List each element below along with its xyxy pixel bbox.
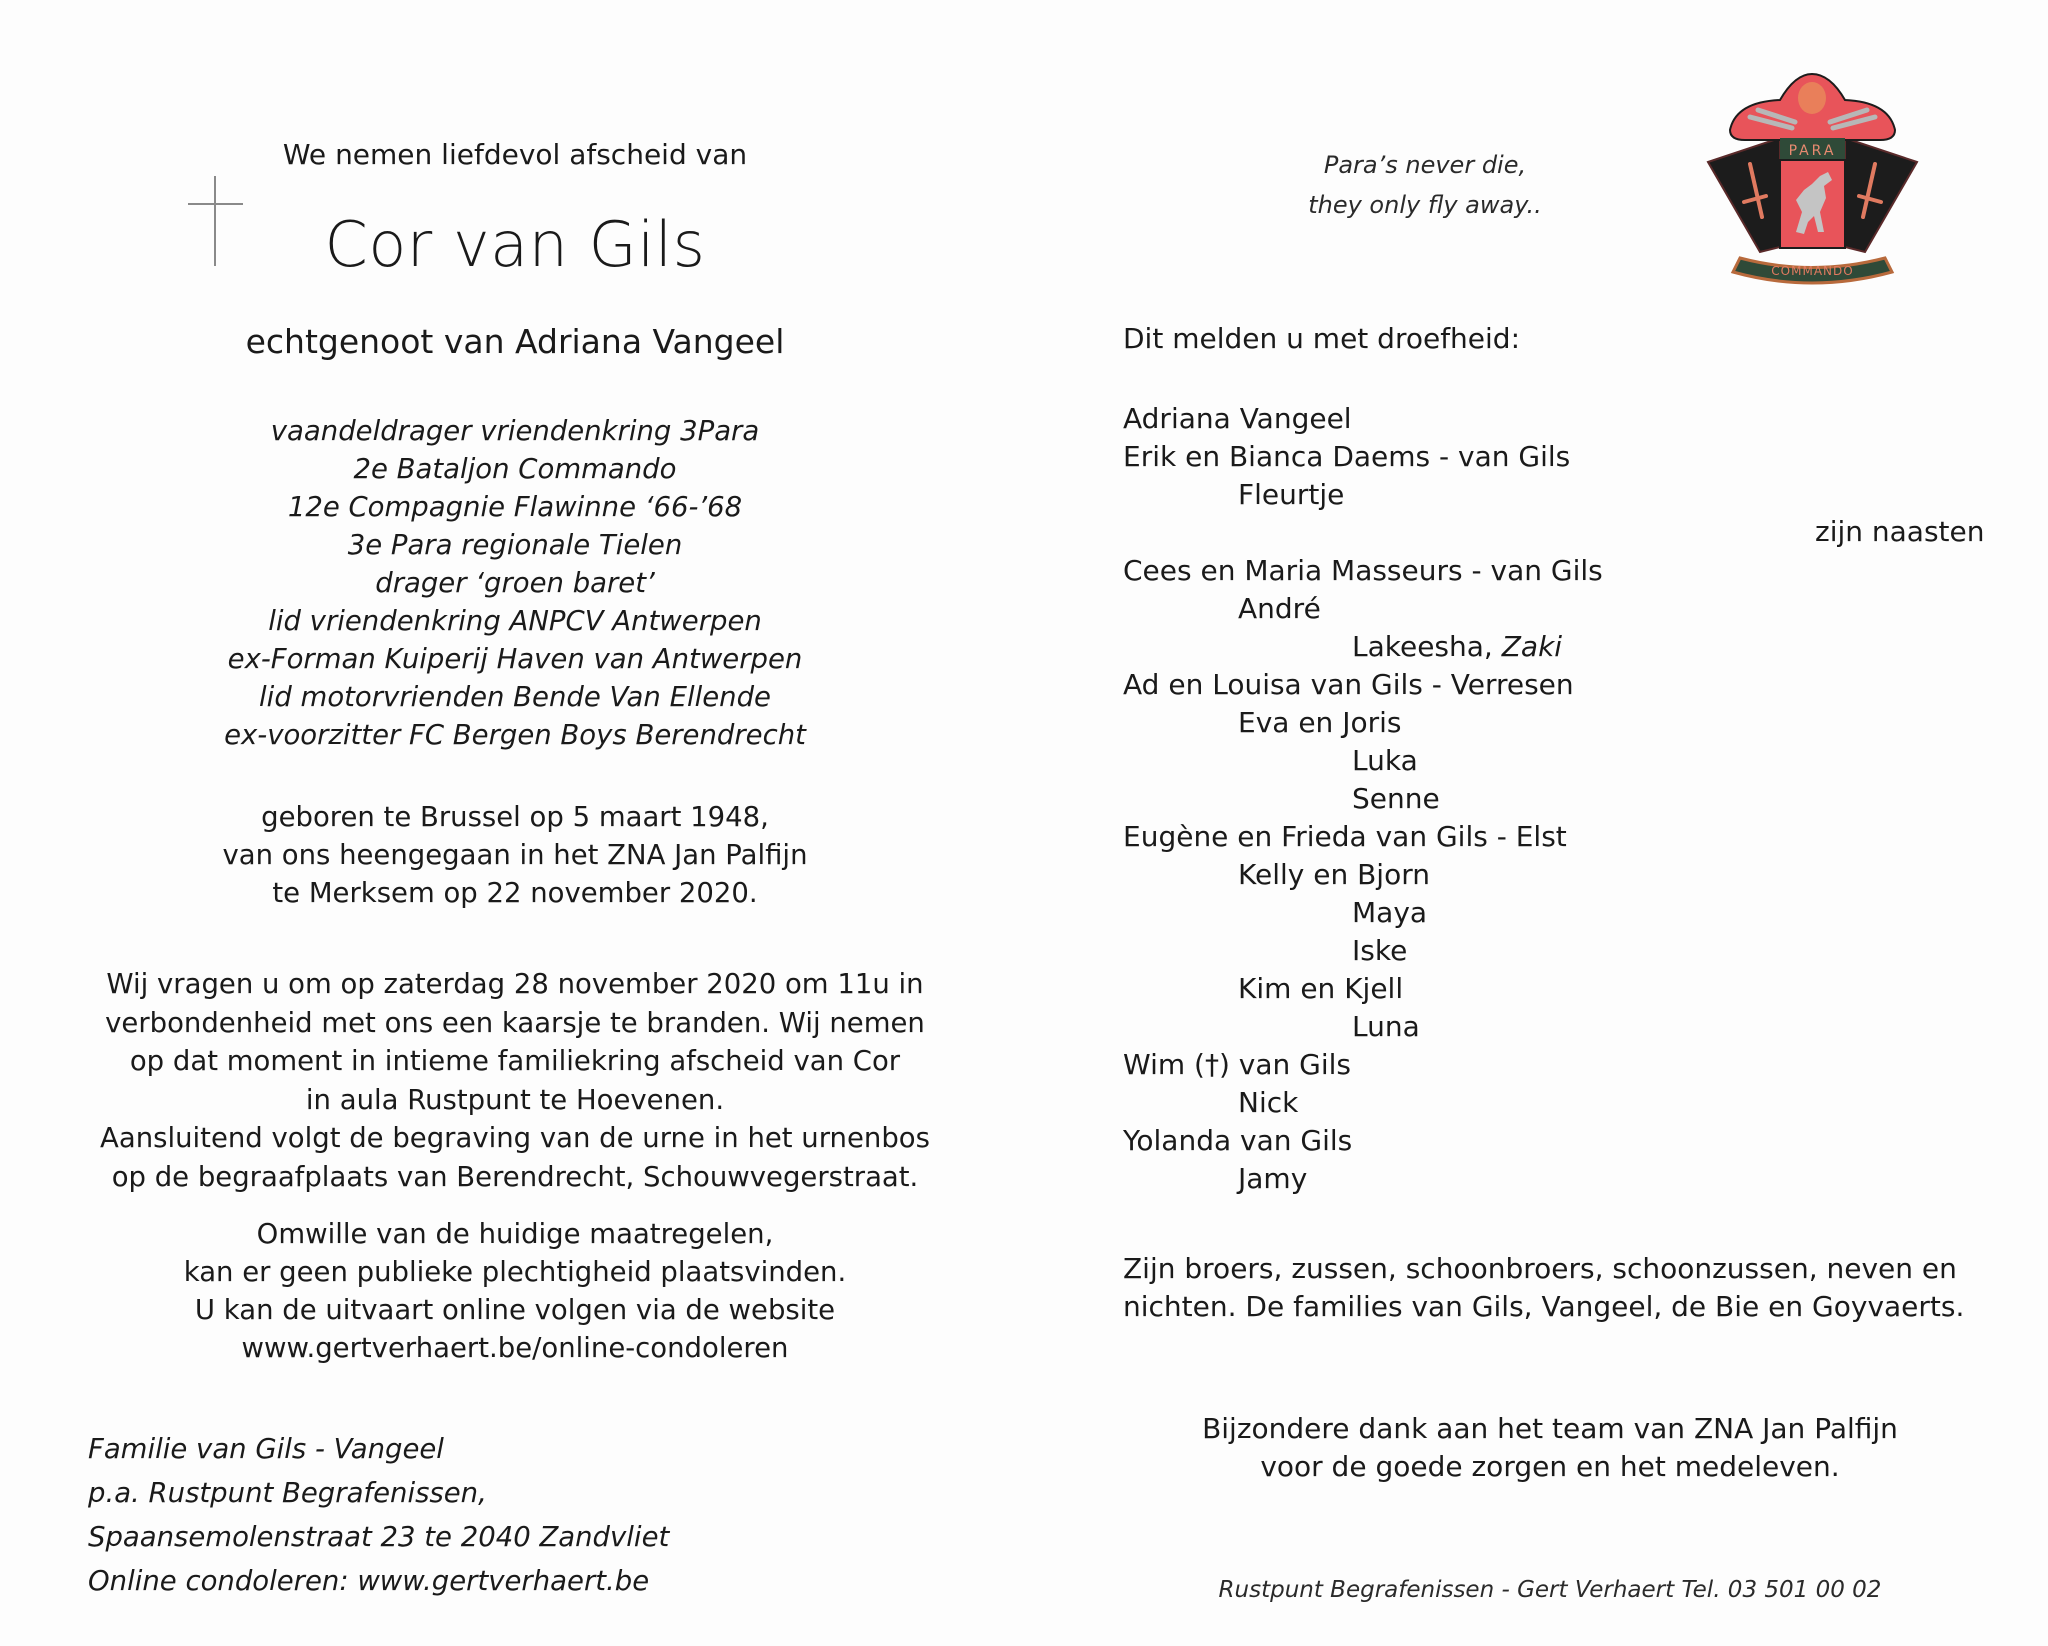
cross-horizontal-bar: [188, 203, 243, 205]
announcement-heading: Dit melden u met droefheid:: [1123, 322, 1521, 355]
service-line: op de begraafplaats van Berendrecht, Schouwvegerstraat.: [111, 1160, 919, 1193]
notice-line: Omwille van de huidige maatregelen,: [256, 1218, 774, 1250]
family-member: Yolanda van Gils: [1123, 1124, 1353, 1157]
deceased-name: Cor van Gils: [324, 208, 706, 281]
family-member: Kim en Kjell: [1238, 972, 1404, 1005]
family-member-name-italic: Zaki: [1501, 630, 1563, 663]
thanks-line: Bijzondere dank aan het team van ZNA Jan Palfijn: [1202, 1412, 1898, 1445]
family-list: [1123, 400, 1603, 1198]
para-commando-emblem-icon: [1700, 72, 1925, 287]
role-item: ex-voorzitter FC Bergen Boys Berendrecht: [224, 719, 806, 751]
closest-relatives-label: zijn naasten: [1815, 515, 1985, 548]
family-member: Senne: [1352, 782, 1440, 815]
spouse-line: echtgenoot van Adriana Vangeel: [245, 322, 785, 361]
funeral-home-footer: Rustpunt Begrafenissen - Gert Verhaert Tel. 03 501 00 02: [1218, 1577, 1882, 1603]
family-member: Maya: [1352, 896, 1428, 929]
family-member: Erik en Bianca Daems - van Gils: [1123, 440, 1571, 473]
service-line: in aula Rustpunt te Hoevenen.: [305, 1083, 725, 1116]
family-member: Ad en Louisa van Gils - Verresen: [1123, 668, 1574, 701]
role-item: lid vriendenkring ANPCV Antwerpen: [268, 605, 762, 637]
role-item: ex-Forman Kuiperij Haven van Antwerpen: [227, 643, 803, 675]
contact-family: Familie van Gils - Vangeel: [88, 1433, 444, 1465]
birth-line: geboren te Brussel op 5 maart 1948,: [261, 801, 769, 833]
svg-text:PARA: PARA: [1788, 143, 1837, 159]
role-item: 12e Compagnie Flawinne ‘66-’68: [287, 491, 743, 523]
family-member: Luna: [1352, 1010, 1420, 1043]
family-member: Eugène en Frieda van Gils - Elst: [1123, 820, 1567, 853]
service-details: [75, 965, 955, 1196]
role-item: 3e Para regionale Tielen: [347, 529, 683, 561]
role-item: lid motorvrienden Bende Van Ellende: [259, 681, 771, 713]
quote-line: Para’s never die,: [1323, 151, 1527, 179]
family-member: Nick: [1238, 1086, 1299, 1119]
condolence-url: www.gertverhaert.be/online-condoleren: [241, 1332, 789, 1364]
family-member: Eva en Joris: [1238, 706, 1402, 739]
family-spacer: [1123, 514, 1603, 552]
quote-line: they only fly away..: [1308, 191, 1542, 219]
contact-online: Online condoleren: www.gertverhaert.be: [88, 1565, 650, 1597]
service-line: verbondenheid met ons een kaarsje te branden. Wij nemen: [105, 1006, 925, 1039]
contact-care-of: p.a. Rustpunt Begrafenissen,: [88, 1477, 487, 1509]
service-line: Wij vragen u om op zaterdag 28 november 2020 om 11u in: [106, 968, 924, 1000]
family-member: Iske: [1352, 934, 1408, 967]
role-item: drager ‘groen baret’: [375, 567, 655, 599]
contact-street: Spaansemolenstraat 23 te 2040 Zandvliet: [88, 1521, 670, 1553]
contact-address: [88, 1427, 788, 1603]
family-member: Wim (†) van Gils: [1123, 1048, 1351, 1081]
family-member: Cees en Maria Masseurs - van Gils: [1123, 554, 1603, 587]
relatives-line: Zijn broers, zussen, schoonbroers, schoonzussen, neven en: [1123, 1252, 1957, 1285]
family-member: Jamy: [1238, 1162, 1308, 1195]
death-place-line: te Merksem op 22 november 2020.: [272, 877, 758, 909]
svg-text:COMMANDO: COMMANDO: [1771, 264, 1854, 278]
intro-text: We nemen liefdevol afscheid van: [282, 138, 748, 171]
role-item: 2e Bataljon Commando: [353, 453, 677, 485]
family-member: Luka: [1352, 744, 1418, 777]
extended-family-text: [1123, 1250, 1983, 1326]
relatives-line: nichten. De families van Gils, Vangeel, de Bie en Goyvaerts.: [1123, 1290, 1965, 1323]
birth-death-details: [165, 798, 865, 912]
family-member: Kelly en Bjorn: [1238, 858, 1430, 891]
measures-notice: [145, 1215, 885, 1367]
notice-line: kan er geen publieke plechtigheid plaatsvinden.: [183, 1256, 847, 1288]
notice-line: U kan de uitvaart online volgen via de website: [194, 1294, 836, 1326]
family-member-name: Lakeesha,: [1352, 630, 1502, 663]
roles-list: [165, 412, 865, 754]
family-member: André: [1238, 592, 1321, 625]
death-line: van ons heengegaan in het ZNA Jan Palfijn: [222, 839, 808, 871]
family-member: Adriana Vangeel: [1123, 402, 1352, 435]
service-line: op dat moment in intieme familiekring afscheid van Cor: [129, 1045, 901, 1077]
service-line: Aansluitend volgt de begraving van de urne in het urnenbos: [100, 1122, 930, 1154]
family-member: [1123, 628, 1603, 666]
role-item: vaandeldrager vriendenkring 3Para: [270, 415, 760, 447]
family-member: Fleurtje: [1238, 478, 1345, 511]
thanks-text: [1150, 1410, 1950, 1486]
thanks-line: voor de goede zorgen en het medeleven.: [1260, 1450, 1840, 1483]
para-quote: [1225, 145, 1625, 225]
